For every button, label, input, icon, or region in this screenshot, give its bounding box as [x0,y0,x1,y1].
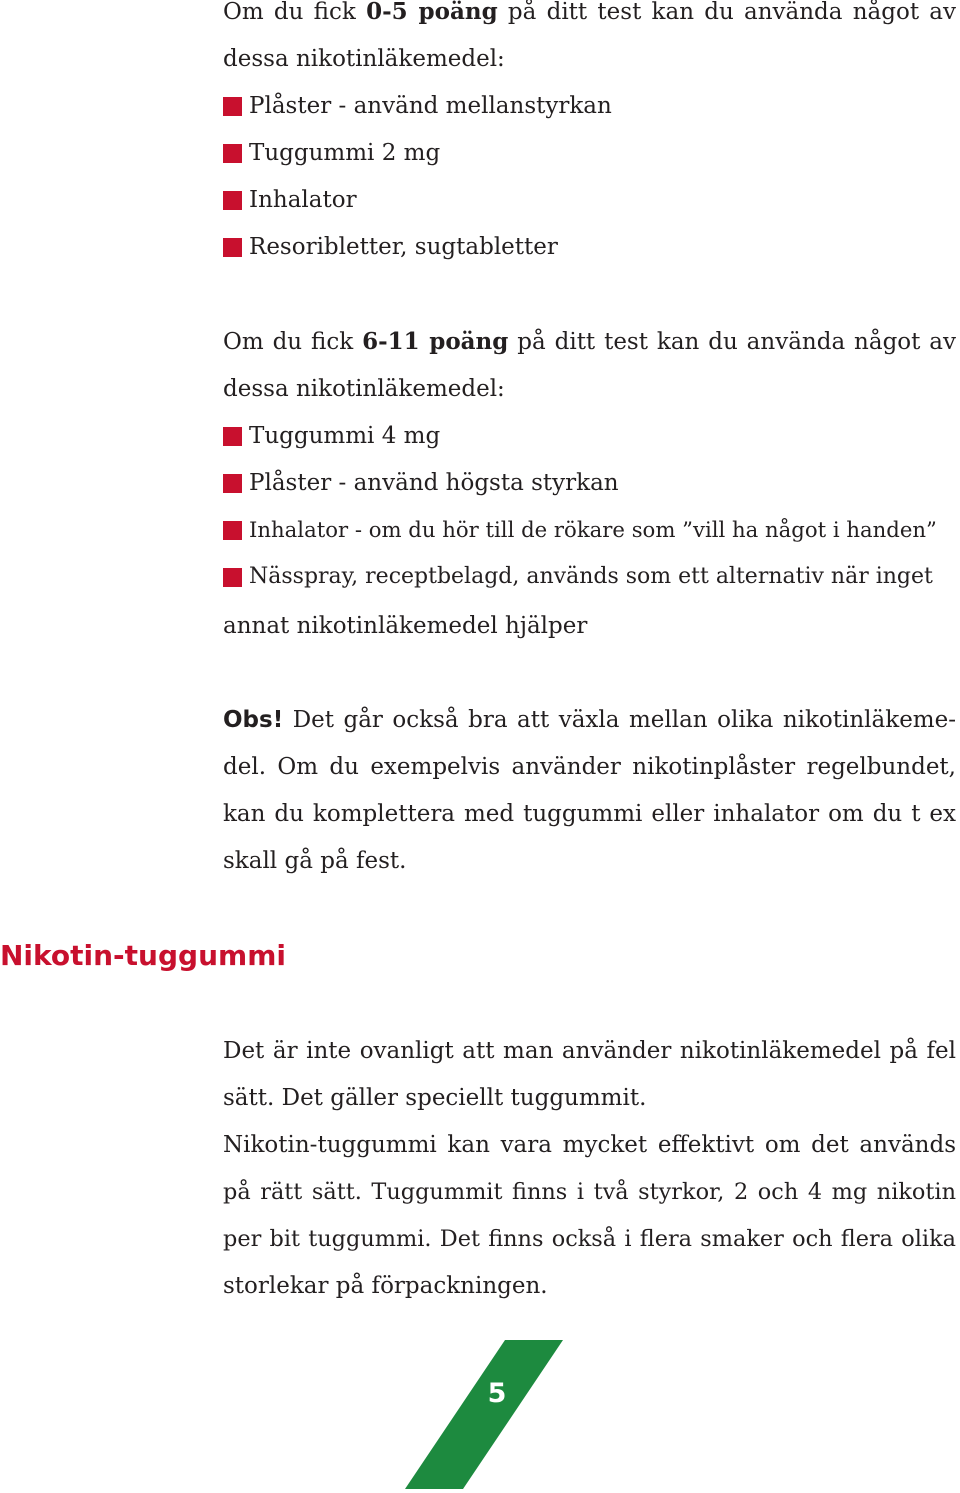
list-item [223,563,933,591]
body-line: per bit tuggummi. Det finns också i flera smaker och flera olika [223,1226,956,1252]
list-item-label: Plåster - använd högsta styrkan [249,470,619,496]
body-line: sätt. Det gäller speciellt tuggummit. [223,1085,647,1111]
square-bullet-icon [223,97,242,116]
section1-intro-line1 [223,0,956,26]
section2-intro-line1 [223,328,956,356]
list-item [223,139,440,167]
list-item [223,469,619,497]
list-item [223,233,558,261]
square-bullet-icon [223,191,242,210]
intro-text: på ditt test kan du använda något av [508,329,957,355]
body-line: Nikotin-tuggummi kan vara mycket effektivt om det används [223,1132,956,1158]
square-bullet-icon [223,427,242,446]
list-item-label: Tuggummi 4 mg [249,423,441,449]
page-number-badge [405,1340,565,1489]
intro-text: Om du fick [223,0,367,25]
body-line: storlekar på förpackningen. [223,1273,548,1299]
obs-label: Obs! [223,707,284,733]
obs-line2: del. Om du exempelvis använder nikotinplåster regelbundet, [223,754,956,780]
points-range: 6-11 poäng [362,328,509,355]
points-range: 0-5 poäng [366,0,498,25]
list-item-label: Plåster - använd mellanstyrkan [249,93,612,119]
section2-intro-line2: dessa nikotinläkemedel: [223,376,505,402]
list-item-label: Resoribletter, sugtabletter [249,234,558,260]
list-item-label: Inhalator - om du hör till de rökare som ”vill ha något i handen” [249,517,937,542]
obs-line1 [223,706,956,734]
body-line: på rätt sätt. Tuggummit finns i två styrkor, 2 och 4 mg nikotin [223,1179,956,1205]
obs-text: Det går också bra att växla mellan olika nikotinläkeme- [283,707,956,733]
section1-intro-line2: dessa nikotinläkemedel: [223,46,505,72]
list-item [223,516,937,544]
intro-text: Om du fick [223,329,363,355]
square-bullet-icon [223,238,242,257]
list-item [223,92,612,120]
obs-line3: kan du komplettera med tuggummi eller inhalator om du t ex [223,801,956,827]
square-bullet-icon [223,144,242,163]
intro-text: på ditt test kan du använda något av [497,0,956,25]
square-bullet-icon [223,521,242,540]
list-item-label: Nässpray, receptbelagd, används som ett alternativ när inget [249,564,933,589]
list-item [223,422,440,450]
list-item-label: Inhalator [249,187,357,213]
list-item [223,186,357,214]
list-item-label: Tuggummi 2 mg [249,140,441,166]
square-bullet-icon [223,568,242,587]
green-stripe-icon [405,1340,565,1489]
square-bullet-icon [223,474,242,493]
list-item-continuation: annat nikotinläkemedel hjälper [223,613,588,639]
section-heading: Nikotin-tuggummi [0,939,286,972]
body-line: Det är inte ovanligt att man använder nikotinläkemedel på fel [223,1038,956,1064]
obs-line4: skall gå på fest. [223,848,407,874]
page-number: 5 [487,1378,507,1409]
